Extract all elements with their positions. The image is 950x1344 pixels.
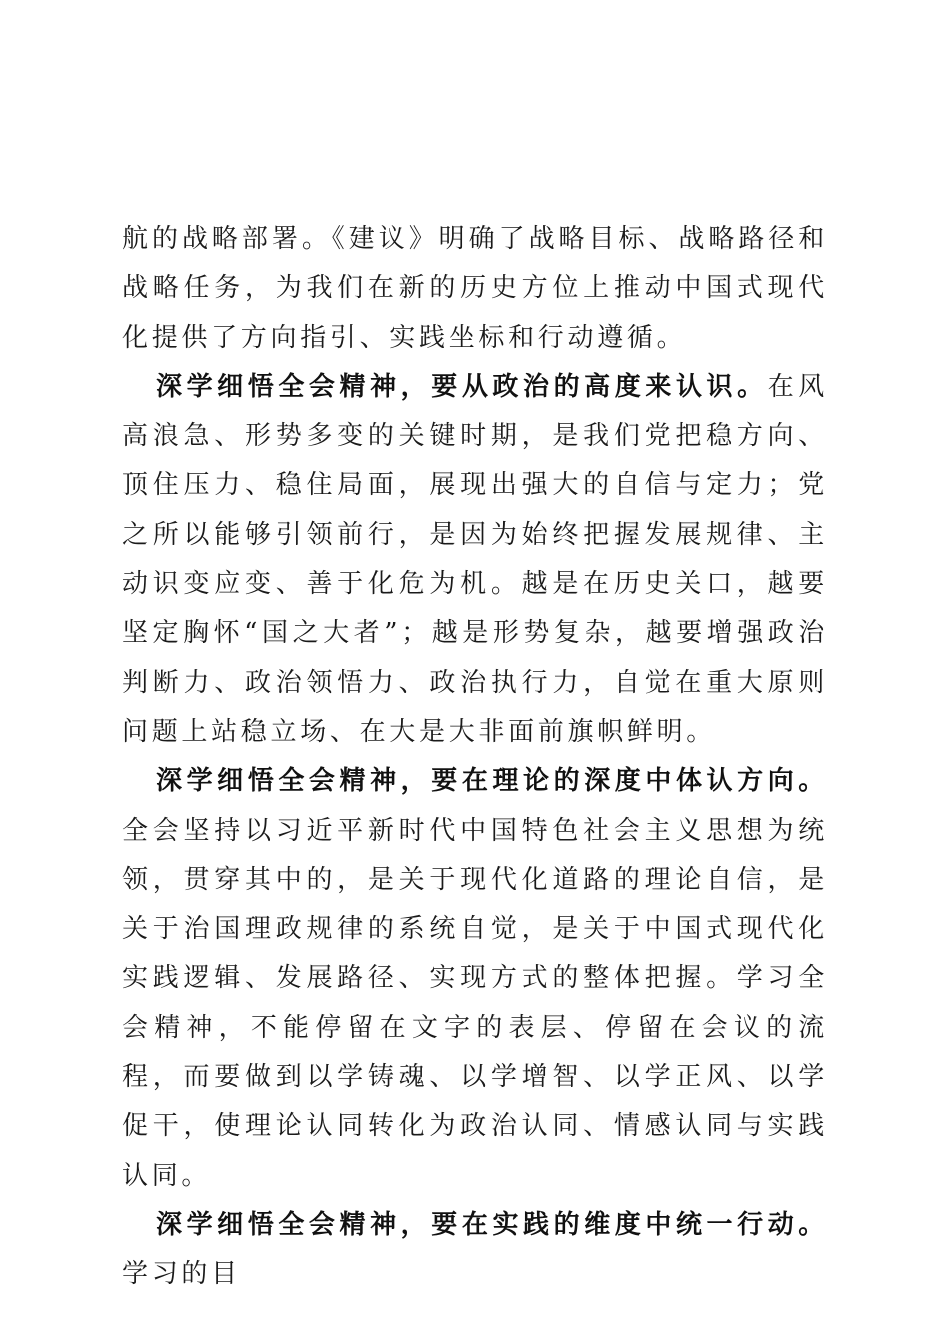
paragraph-lead-heading: 深学细悟全会精神，要在理论的深度中体认方向。 [156,766,828,797]
paragraph-theoretical-depth [122,757,828,1201]
paragraph-body: 航的战略部署。《建议》明确了战略目标、战略路径和战略任务，为我们在新的历史方位上推动中国式现代化提供了方向指引、实践坐标和行动遵循。 [122,224,828,353]
paragraph-body: 在风高浪急、形势多变的关键时期，是我们党把稳方向、顶住压力、稳住局面，展现出强大的自信与定力；党之所以能够引领前行，是因为始终把握发展规律、主动识变应变、善于化危为机。越是在历史关口，越要坚定胸怀“国之大者”；越是形势复杂，越要增强政治判断力、政治领悟力、政治执行力，自觉在重大原则问题上站稳立场、在大是大非面前旗帜鲜明。 [122,371,828,747]
paragraph-lead-heading: 深学细悟全会精神，要从政治的高度来认识。 [156,371,768,402]
paragraph-lead-heading: 深学细悟全会精神，要在实践的维度中统一行动。 [156,1209,828,1240]
document-body [122,215,828,1300]
paragraph-continuation [122,215,828,363]
paragraph-body: 学习的目 [122,1259,241,1290]
paragraph-political-height [122,363,828,757]
paragraph-body: 全会坚持以习近平新时代中国特色社会主义思想为统领，贯穿其中的，是关于现代化道路的理论自信，是关于治国理政规律的系统自觉，是关于中国式现代化实践逻辑、发展路径、实现方式的整体把握。学习全会精神，不能停留在文字的表层、停留在会议的流程，而要做到以学铸魂、以学增智、以学正风、以学促干，使理论认同转化为政治认同、情感认同与实践认同。 [122,815,828,1191]
paragraph-practical-dimension [122,1201,828,1300]
